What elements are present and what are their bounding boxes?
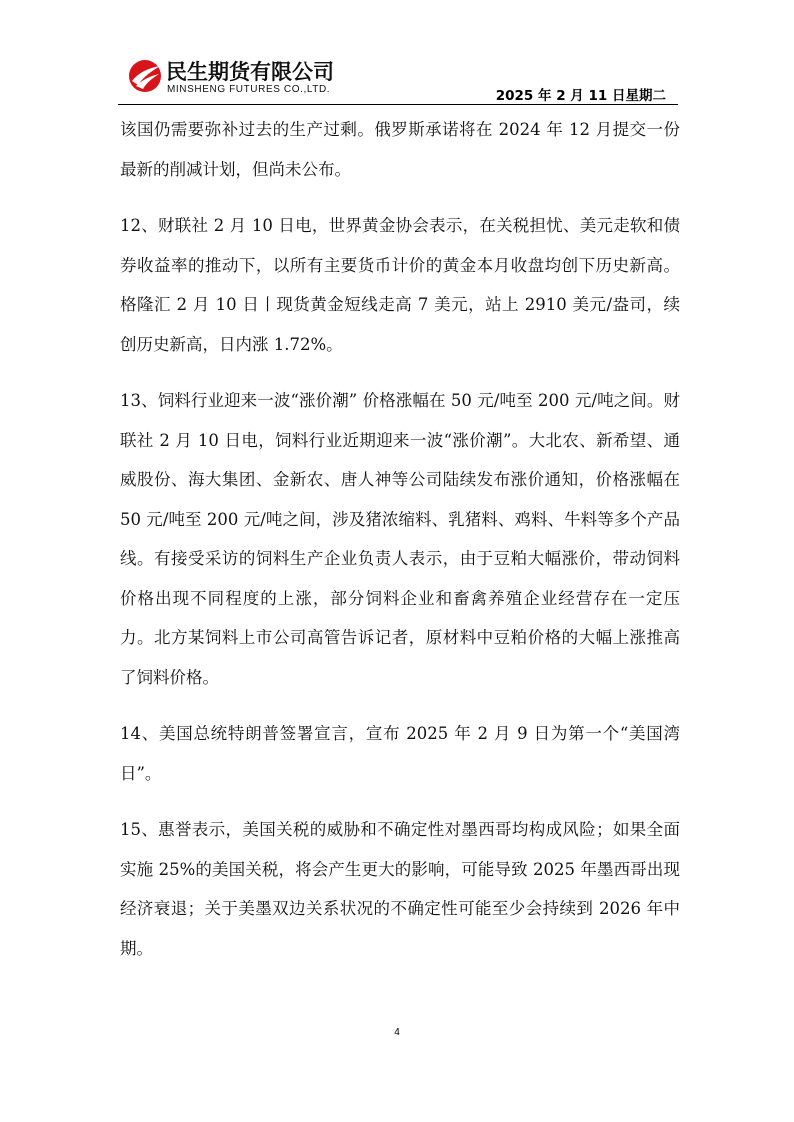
paragraph-continuation: 该国仍需要弥补过去的生产过剩。俄罗斯承诺将在 2024 年 12 月提交一份最新的削减计划，但尚未公布。 bbox=[120, 120, 680, 179]
page-number: 4 bbox=[394, 1027, 400, 1038]
company-name-cn: 民生期货有限公司 bbox=[166, 60, 334, 84]
minsheng-logo-icon bbox=[126, 58, 164, 94]
document-body bbox=[120, 110, 680, 968]
paragraph-item-13: 13、饲料行业迎来一波“涨价潮” 价格涨幅在 50 元/吨至 200 元/吨之间。财联社 2 月 10 日电，饲料行业近期迎来一波“涨价潮”。大北农、新希望、通威股份、海大集团、金新农、唐人神等公司陆续发布涨价通知，价格涨幅在 50 元/吨至 200 元/吨之间，涉及猪浓缩料、乳猪料、鸡料、牛料等多个产品线。有接受采访的饲料生产企业负责人表示，由于豆粕大幅涨价，带动饲料价格出现不同程度的上涨，部分饲料企业和畜禽养殖企业经营存在一定压力。北方某饲料上市公司高管告诉记者，原材料中豆粕价格的大幅上涨推高了饲料价格。 bbox=[120, 391, 680, 687]
report-date: 2025 年 2 月 11 日星期二 bbox=[495, 88, 666, 104]
company-logo bbox=[126, 56, 366, 100]
paragraph-item-14: 14、美国总统特朗普签署宣言，宣布 2025 年 2 月 9 日为第一个“美国湾日”。 bbox=[120, 724, 680, 783]
company-name-en: MINSHENG FUTURES CO.,LTD. bbox=[167, 84, 331, 95]
header-divider bbox=[118, 104, 678, 105]
paragraph-item-15: 15、惠誉表示，美国关税的威胁和不确定性对墨西哥均构成风险；如果全面实施 25%的美国关税，将会产生更大的影响，可能导致 2025 年墨西哥出现经济衰退；关于美墨双边关系状况的不确定性可能至少会持续到 2026 年中期。 bbox=[120, 820, 680, 958]
paragraph-item-12: 12、财联社 2 月 10 日电，世界黄金协会表示，在关税担忧、美元走软和债券收益率的推动下，以所有主要货币计价的黄金本月收盘均创下历史新高。格隆汇 2 月 10 日丨现货黄金短线走高 7 美元，站上 2910 美元/盎司，续创历史新高，日内涨 1.72%。 bbox=[120, 216, 680, 354]
